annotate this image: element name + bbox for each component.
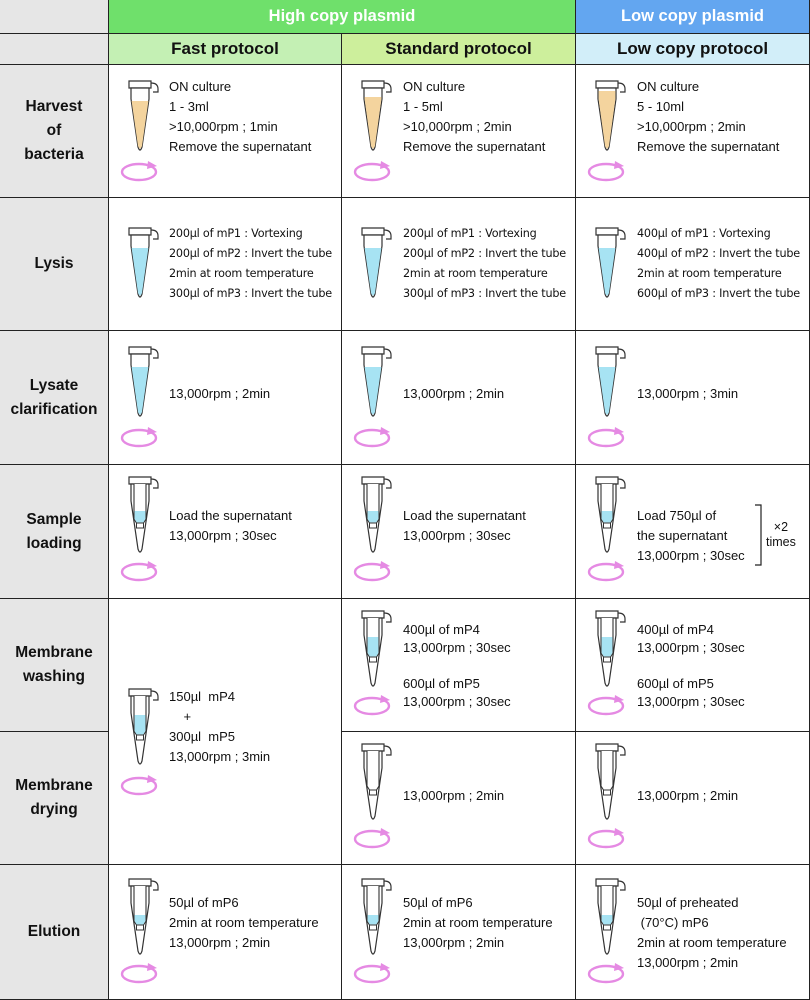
spin-arrow-icon — [584, 693, 628, 719]
washing-lowcopy-cell — [576, 599, 810, 732]
spin-arrow-icon — [350, 559, 394, 585]
elution-tube-icon — [586, 875, 626, 959]
spin-arrow-icon — [117, 559, 161, 585]
clarification-lowcopy-text: 13,000rpm ; 3min — [637, 386, 739, 401]
clarification-standard-cell — [342, 331, 576, 465]
corner-cell-top — [0, 0, 109, 34]
repeat-times-label: ×2 times — [766, 520, 796, 549]
drying-lowcopy-text: 13,000rpm ; 2min — [637, 788, 739, 803]
row-label-clarification: Lysate clarification — [0, 331, 109, 465]
high-copy-plasmid-header: High copy plasmid — [109, 0, 576, 34]
lysis-fast-cell — [109, 198, 342, 331]
harvest-lowcopy-cell — [576, 65, 810, 198]
spin-arrow-icon — [117, 425, 161, 451]
harvest-fast-text: ON culture 1 - 3ml >10,000rpm ; 1min Remove the supernatant — [169, 79, 312, 154]
elution-lowcopy-cell — [576, 865, 810, 1000]
spin-arrow-icon — [117, 961, 161, 987]
drying-standard-text: 13,000rpm ; 2min — [403, 788, 505, 803]
drying-lowcopy-cell — [576, 732, 810, 865]
washing-lowcopy-text: 400µl of mP4 13,000rpm ; 30sec 600µl of mP5 13,000rpm ; 30sec — [637, 622, 745, 709]
tube-culture-icon — [352, 77, 392, 159]
spin-column-icon — [586, 473, 626, 557]
row-label-lysis: Lysis — [0, 198, 109, 331]
lysis-lowcopy-text: 400µl of mP1 : Vortexing 400µl of mP2 : Invert the tube 2min at room temperature 600µl of mP3 : Invert the tube — [637, 227, 800, 300]
spin-column-icon — [119, 685, 159, 769]
spin-arrow-icon — [584, 159, 628, 185]
loading-standard-cell — [342, 465, 576, 599]
spin-column-icon — [586, 607, 626, 691]
spin-arrow-icon — [117, 159, 161, 185]
spin-arrow-icon — [584, 559, 628, 585]
row-label-washing: Membrane washing — [0, 599, 109, 732]
elution-lowcopy-text: 50µl of preheated (70°C) mP6 2min at room temperature 13,000rpm ; 2min — [637, 895, 787, 970]
elution-tube-icon — [119, 875, 159, 959]
spin-arrow-icon — [350, 693, 394, 719]
elution-standard-text: 50µl of mP6 2min at room temperature 13,000rpm ; 2min — [403, 895, 553, 950]
low-copy-plasmid-header: Low copy plasmid — [576, 0, 810, 34]
row-label-harvest: Harvest of bacteria — [0, 65, 109, 198]
repeat-bracket — [754, 504, 764, 570]
corner-cell-bottom — [0, 34, 109, 65]
elution-fast-text: 50µl of mP6 2min at room temperature 13,000rpm ; 2min — [169, 895, 319, 950]
lysis-standard-text: 200µl of mP1 : Vortexing 200µl of mP2 : Invert the tube 2min at room temperature 300µl of mP3 : Invert the tube — [403, 227, 566, 300]
spin-arrow-icon — [350, 961, 394, 987]
tube-buffer-icon — [119, 224, 159, 306]
harvest-lowcopy-text: ON culture 5 - 10ml >10,000rpm ; 2min Remove the supernatant — [637, 79, 780, 154]
loading-standard-text: Load the supernatant 13,000rpm ; 30sec — [403, 508, 526, 543]
loading-lowcopy-cell — [576, 465, 810, 599]
elution-standard-cell — [342, 865, 576, 1000]
spin-arrow-icon — [350, 425, 394, 451]
tube-buffer-icon — [352, 224, 392, 306]
loading-fast-cell — [109, 465, 342, 599]
spin-arrow-icon — [350, 159, 394, 185]
lysis-standard-cell — [342, 198, 576, 331]
row-label-elution: Elution — [0, 865, 109, 1000]
lysis-lowcopy-cell — [576, 198, 810, 331]
clarification-standard-text: 13,000rpm ; 2min — [403, 386, 505, 401]
drying-standard-cell — [342, 732, 576, 865]
elution-fast-cell — [109, 865, 342, 1000]
spin-arrow-icon — [350, 826, 394, 852]
clarification-fast-text: 13,000rpm ; 2min — [169, 386, 271, 401]
fast-protocol-header: Fast protocol — [109, 34, 342, 65]
tube-buffer-icon — [352, 343, 392, 425]
spin-column-empty-icon — [586, 740, 626, 824]
tube-buffer-icon — [119, 343, 159, 425]
clarification-lowcopy-cell — [576, 331, 810, 465]
row-label-drying: Membrane drying — [0, 732, 109, 865]
spin-column-empty-icon — [352, 740, 392, 824]
spin-column-icon — [352, 473, 392, 557]
elution-tube-icon — [352, 875, 392, 959]
washing-standard-text: 400µl of mP4 13,000rpm ; 30sec 600µl of mP5 13,000rpm ; 30sec — [403, 622, 511, 709]
tube-culture-icon — [119, 77, 159, 159]
clarification-fast-cell — [109, 331, 342, 465]
washing-fast-text: 150µl mP4 + 300µl mP5 13,000rpm ; 3min — [169, 689, 271, 764]
washing-drying-fast-cell — [109, 599, 342, 865]
tube-culture-icon — [586, 77, 626, 159]
loading-fast-text: Load the supernatant 13,000rpm ; 30sec — [169, 508, 292, 543]
spin-arrow-icon — [584, 826, 628, 852]
tube-buffer-icon — [586, 343, 626, 425]
spin-column-icon — [119, 473, 159, 557]
loading-lowcopy-text: Load 750µl of the supernatant 13,000rpm ; 30sec — [637, 508, 745, 563]
harvest-standard-text: ON culture 1 - 5ml >10,000rpm ; 2min Remove the supernatant — [403, 79, 546, 154]
low-copy-protocol-header: Low copy protocol — [576, 34, 810, 65]
spin-arrow-icon — [584, 425, 628, 451]
harvest-fast-cell — [109, 65, 342, 198]
spin-arrow-icon — [584, 961, 628, 987]
tube-buffer-icon — [586, 224, 626, 306]
spin-arrow-icon — [117, 773, 161, 799]
lysis-fast-text: 200µl of mP1 : Vortexing 200µl of mP2 : Invert the tube 2min at room temperature 300µl of mP3 : Invert the tube — [169, 227, 332, 300]
standard-protocol-header: Standard protocol — [342, 34, 576, 65]
harvest-standard-cell — [342, 65, 576, 198]
row-label-loading: Sample loading — [0, 465, 109, 599]
spin-column-icon — [352, 607, 392, 691]
washing-standard-cell — [342, 599, 576, 732]
